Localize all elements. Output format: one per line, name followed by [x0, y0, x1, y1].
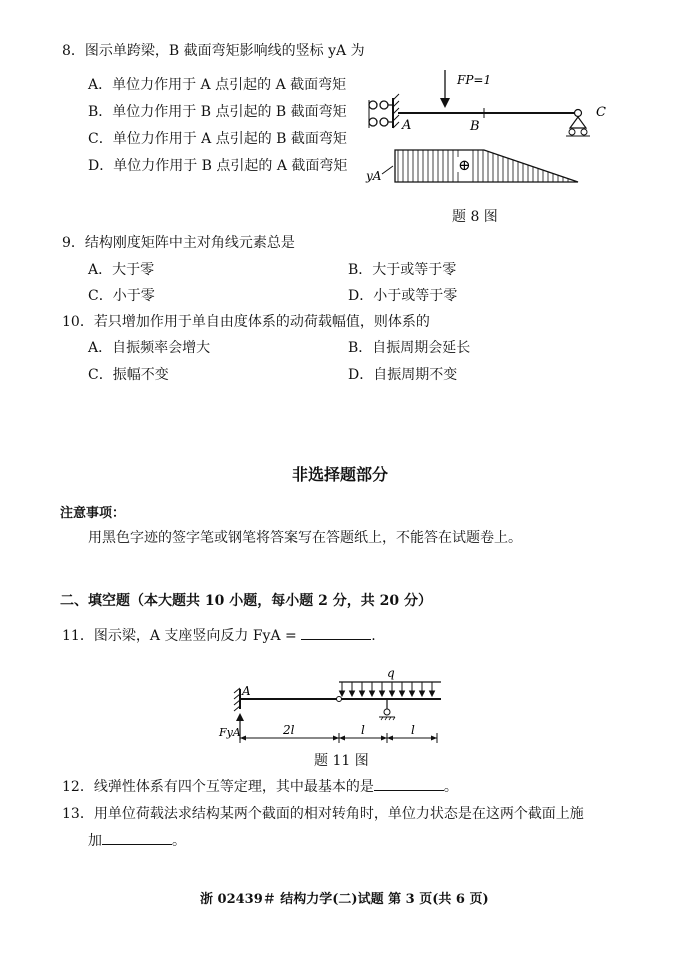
q8-plus-sign: ⊕: [458, 156, 471, 174]
q8-influence-line: [395, 150, 578, 182]
q8-caption: 题 8 图: [452, 209, 498, 225]
q11-figure: [215, 664, 455, 750]
q9-stem: 9．结构刚度矩阵中主对角线元素总是: [62, 235, 295, 251]
q11-dim-3: l: [411, 723, 415, 737]
q11-stem-post: .: [371, 628, 376, 644]
q8-option-d: D．单位力作用于 B 点引起的 A 截面弯矩: [88, 158, 348, 174]
q8-stem: 8．图示单跨梁，B 截面弯矩影响线的竖标 yA 为: [62, 43, 365, 59]
q8-figure: [360, 62, 620, 192]
q11-caption: 题 11 图: [314, 753, 369, 769]
q10-option-a: A．自振频率会增大: [88, 340, 211, 356]
q12-stem-post: 。: [443, 779, 458, 795]
q11-distributed-load: [340, 682, 435, 696]
q11-label-q: q: [387, 666, 395, 680]
q11-label-fya: FyA: [219, 726, 241, 739]
q8-label-a: A: [402, 118, 412, 133]
section-title: 非选择题部分: [292, 465, 389, 484]
q13-answer-blank[interactable]: [102, 832, 172, 845]
q8-option-a: A．单位力作用于 A 点引起的 A 截面弯矩: [88, 77, 347, 93]
q12-answer-blank[interactable]: [374, 778, 444, 791]
q13-line2-pre: 加: [88, 833, 102, 849]
q9-option-c: C．小于零: [88, 288, 155, 304]
page-footer: 浙 02439＃ 结构力学(二)试题 第 3 页(共 6 页): [200, 892, 489, 907]
q13-line1: 13．用单位荷载法求结构某两个截面的相对转角时，单位力状态是在这两个截面上施: [62, 806, 584, 822]
q13-line2: [88, 832, 186, 850]
q9-option-a: A．大于零: [88, 262, 155, 278]
notice-title: 注意事项：: [60, 506, 126, 521]
q12-stem: [62, 778, 458, 796]
q8-label-ya: yA: [366, 169, 382, 183]
q8-force-label: FP=1: [457, 73, 492, 87]
q10-option-b: B．自振周期会延长: [348, 340, 471, 356]
part2-heading: 二、填空题（本大题共 10 小题，每小题 2 分，共 20 分）: [60, 593, 432, 609]
q11-dim-2: l: [361, 723, 365, 737]
q10-option-d: D．自振周期不变: [348, 367, 458, 383]
q11-stem: [62, 627, 376, 645]
q10-stem: 10．若只增加作用于单自由度体系的动荷载幅值，则体系的: [62, 314, 430, 330]
q11-label-a: A: [242, 684, 251, 698]
notice-text: 用黑色字迹的签字笔或钢笔将答案写在答题纸上，不能答在试题卷上。: [88, 530, 522, 546]
q8-label-b: B: [470, 119, 480, 134]
q11-stem-pre: 11．图示梁，A 支座竖向反力 FyA =: [62, 628, 297, 644]
q13-line2-post: 。: [172, 833, 186, 849]
q11-dim-1: 2l: [283, 723, 295, 737]
q9-option-d: D．小于或等于零: [348, 288, 458, 304]
q8-option-b: B．单位力作用于 B 点引起的 B 截面弯矩: [88, 104, 347, 120]
q9-option-b: B．大于或等于零: [348, 262, 457, 278]
q8-option-c: C．单位力作用于 A 点引起的 B 截面弯矩: [88, 131, 347, 147]
q10-option-c: C．振幅不变: [88, 367, 169, 383]
q12-stem-pre: 12．线弹性体系有四个互等定理，其中最基本的是: [62, 779, 374, 795]
q8-label-c: C: [596, 105, 606, 120]
q11-answer-blank[interactable]: [301, 627, 371, 640]
